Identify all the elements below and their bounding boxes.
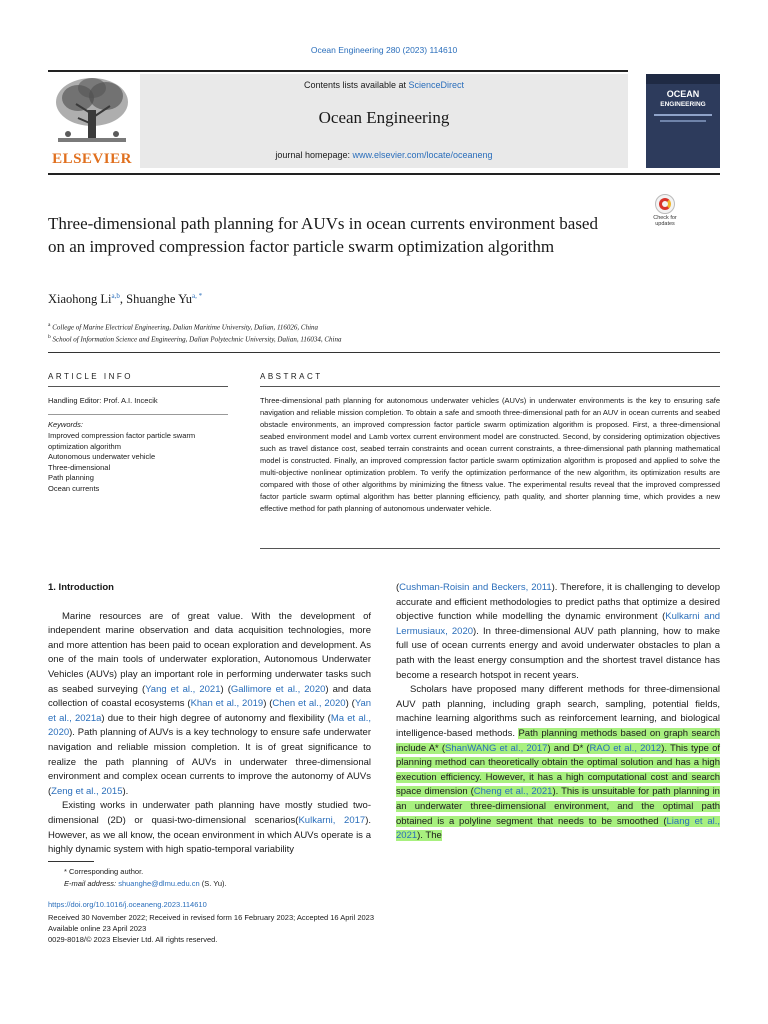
citation-link[interactable]: RAO et al., 2012 [589,742,662,754]
header-top-rule [48,70,628,72]
keyword-item[interactable]: Ocean currents [48,483,100,493]
affiliation-rule [48,352,720,353]
footnote-line [64,866,227,878]
journal-citation[interactable]: Ocean Engineering 280 (2023) 114610 [310,45,458,55]
copyright-notice: 0029-8018/© 2023 Elsevier Ltd. All rights reserved. [48,935,218,944]
contents-line [140,80,628,90]
author-name[interactable]: Xiaohong Li [48,292,112,307]
affiliations [48,320,341,345]
body-text: ). Therefore, it is challenging to develop accurate and efficient methodologies to predict paths that optimize a desired objective function while modelling the dynamic environment ( [396,582,720,623]
email-link[interactable]: shuanghe@dlmu.edu.cn [118,879,200,888]
cover-band [646,74,720,84]
body-left-column [48,581,371,858]
cover-title [646,90,720,109]
citation-link[interactable]: Ma et al., 2020 [48,712,372,739]
email-suffix: (S. Yu). [199,879,227,888]
journal-banner [140,74,628,168]
body-text: ) and data collection of coastal ecosystems ( [48,683,371,710]
online-date: Available online 23 April 2023 [48,924,147,933]
keyword-item[interactable]: Autonomous underwater vehicle [48,452,156,461]
highlighted-text: ). The [417,830,442,842]
badge-line-1: Check for [653,215,677,221]
article-title: Three-dimensional path planning for AUVs in ocean currents environment based on an improved compression factor particle swarm optimization algorithm [48,214,598,256]
journal-cover-thumbnail[interactable] [646,74,720,168]
email-label: E-mail address: [64,879,117,888]
check-updates-ring [659,198,671,210]
citation-link[interactable]: Yang et al., 2021 [145,683,221,695]
body-text: ) ( [345,698,355,710]
article-info-rule [48,386,228,387]
citation-link[interactable]: Gallimore et al., 2020 [230,683,326,695]
abstract-heading: ABSTRACT [260,372,323,381]
cover-title-line-1: OCEAN [666,89,700,99]
author-affiliation-marker[interactable]: a,b [111,292,120,300]
author-affiliation-marker[interactable]: a, * [192,292,203,300]
body-paragraph [396,683,720,844]
citation-link[interactable]: Kulkarni, 2017 [298,814,366,826]
body-text: ). In three-dimensional AUV path planning, how to make full use of ocean currents energy and avoid underwater obstacles to plan a path with the least energy consumption and the shortest travel distance has become a research hotspot in recent years. [396,625,720,681]
check-for-updates-badge[interactable] [648,194,682,230]
journal-name: Ocean Engineering [318,108,450,127]
article-info-heading: ARTICLE INFO [48,372,133,381]
elsevier-logo[interactable] [48,74,136,168]
check-updates-label [648,215,682,227]
affiliation-marker: b [48,334,51,341]
publisher-name: ELSEVIER [52,151,132,167]
citation-link[interactable]: Liang et al., 2021 [396,815,720,842]
keyword-item[interactable]: Three-dimensional [48,462,111,472]
body-text: ). [122,785,129,797]
article-info-divider [48,414,228,415]
affiliation-marker: a [48,322,51,328]
body-paragraph [48,610,371,800]
header-bottom-rule [48,173,720,175]
publication-history [48,912,374,945]
highlighted-text: ). This is unsuitable for path planning in an underwater three-dimensional environment, and the optimal path obtained is a polyline segment that needs to be smoothed ( [396,786,720,827]
body-text: ). Path planning of AUVs is a key technology to ensure safe underwater navigation and reliable mission completion. It is of great significance to realize the path planning of AUVs in underwater three-dimensional environment and complex ocean currents to improve the autonomy of AUVs ( [48,727,371,797]
highlighted-text: ). This type of planning method can theoretically obtain the optimal solution and has a high execution efficiency. However, it has a high computational cost and search space dimension ( [396,742,720,798]
abstract-rule [260,386,720,387]
email-line [64,878,227,890]
citation-link[interactable]: Khan et al., 2019 [190,698,264,710]
author-list [48,292,202,307]
affiliation-a [48,320,341,332]
body-right-column [396,581,720,844]
body-text: ) ( [220,683,231,695]
citation-link[interactable]: Cheng et al., 2021 [473,786,553,798]
cover-title-line-2: ENGINEERING [660,101,706,108]
badge-line-2: updates [655,221,675,227]
citation-link[interactable]: Zeng et al., 2015 [51,785,123,797]
footnote-marker: * [64,867,67,876]
corresponding-author-footnote [64,866,227,890]
citation-link[interactable]: Yan et al., 2021a [48,698,372,724]
cover-decoration-2 [660,120,706,122]
received-dates: Received 30 November 2022; Received in revised form 16 February 2023; Accepted 16 April 2023 [48,913,375,922]
keyword-item[interactable]: optimization algorithm [48,441,121,451]
homepage-link[interactable]: www.elsevier.com/locate/oceaneng [352,150,493,160]
affiliation-text: School of Information Science and Engineering, Dalian Polytechnic University, Dalian, 116034, China [52,335,342,344]
footnote-text: Corresponding author. [69,867,144,876]
author-name[interactable]: Shuanghe Yu [126,292,193,307]
body-paragraph [48,799,371,857]
citation-link[interactable]: Cushman-Roisin and Beckers, 2011 [399,582,552,593]
highlighted-text: Path planning methods based on graph search include A* ( [396,727,720,754]
sciencedirect-link[interactable]: ScienceDirect [408,80,465,90]
citation-link[interactable]: Kulkarni and Lermusiaux, 2020 [396,611,721,637]
citation-link[interactable]: Chen et al., 2020 [272,698,346,710]
body-text: Scholars have proposed many different methods for three-dimensional AUV path planning, including graph search, sampling, potential fields, machine learning algorithms such as reinforcement learning, and biological intelligence-based methods. [396,684,720,739]
keywords-label: Keywords: [48,420,84,429]
body-text: Existing works in underwater path planning have mostly studied two-dimensional (2D) or quasi-two-dimensional scenarios( [48,800,371,826]
highlighted-text: ) and D* ( [547,742,590,754]
journal-homepage [140,150,628,160]
body-text: ) ( [263,698,273,710]
body-text: ). However, as we all know, the ocean environment in which AUVs operate is a highly dynamic system with high spatio-temporal variability [48,814,372,856]
keywords-list [48,431,228,494]
body-paragraph: (Cushman-Roisin and Beckers, 2011). Therefore, it is challenging to develop accurate and efficient methodologies to predict paths that optimize a desired objective function while modelling the dynamic environment (Kulkarni and Lermusiaux, 2020). In three-dimensional AUV path planning, how to make full use of ocean currents energy and avoid underwater obstacles to plan a path with the least energy consumption and the shortest travel distance has become a research hotspot in recent years. [396,582,721,681]
abstract-bottom-rule [260,548,720,549]
handling-editor: Handling Editor: Prof. A.I. Incecik [48,396,158,405]
abstract-text: Three-dimensional path planning for autonomous underwater vehicles (AUVs) in underwater environments is the key to ensuring safe navigation and reliable mission completion. To obtain a safe and smooth three-dimensional path for an AUV in ocean currents and seabed obstacle environments, an improved compression factor particle swarm optimization algorithm is proposed. First, a three-dimensional seabed environment model and Lamb vortex current environment model are constructed. Second, by considering optimization objectives such as travel distance cost, seabed terrain constraints and ocean current constraints, a three-dimensional path planning mathematical model is constructed. Finally, an improved compression factor particle swarm optimization algorithm is proposed and applied to solve the multi-objective nonlinear optimization problem. To verify the optimization performance of the new algorithm, its optimization results are compared with those of other algorithms by minimizing the fitness value. The experimental results reveal that the improved compressed factor particle swarm optimal algorithm has better planning efficiency, path quality, and shorter planning time, which provides a new effective method for path planning of autonomous underwater vehicle. [260,396,720,513]
homepage-prefix: journal homepage: [275,150,353,160]
keyword-item[interactable]: Improved compression factor particle swarm [48,431,196,440]
section-heading-introduction: 1. Introduction [48,582,114,593]
body-text: Marine resources are of great value. With the development of independent marine observation and data acquisition technologies, more and more attention has been paid to ocean exploration and development. As one of the main tools of underwater exploration, Autonomous Underwater Vehicles (AUVs) play an important role in performing underwater tasks such as seabed surveying ( [48,610,371,695]
affiliation-b [48,332,341,344]
doi-link[interactable]: https://doi.org/10.1016/j.oceaneng.2023.114610 [48,900,207,909]
keyword-item[interactable]: Path planning [48,473,94,482]
citation-link[interactable]: ShanWANG et al., 2017 [445,742,548,754]
author-separator: , [119,292,127,307]
elsevier-tree-icon [48,74,136,148]
contents-prefix: Contents lists available at [303,80,409,90]
body-text: ) due to their high degree of autonomy and flexibility ( [101,712,331,724]
footnote-rule [48,861,94,862]
affiliation-text: College of Marine Electrical Engineering, Dalian Maritime University, Dalian, 116026, China [52,323,319,332]
check-updates-icon [655,194,675,214]
cover-decoration [654,114,712,116]
